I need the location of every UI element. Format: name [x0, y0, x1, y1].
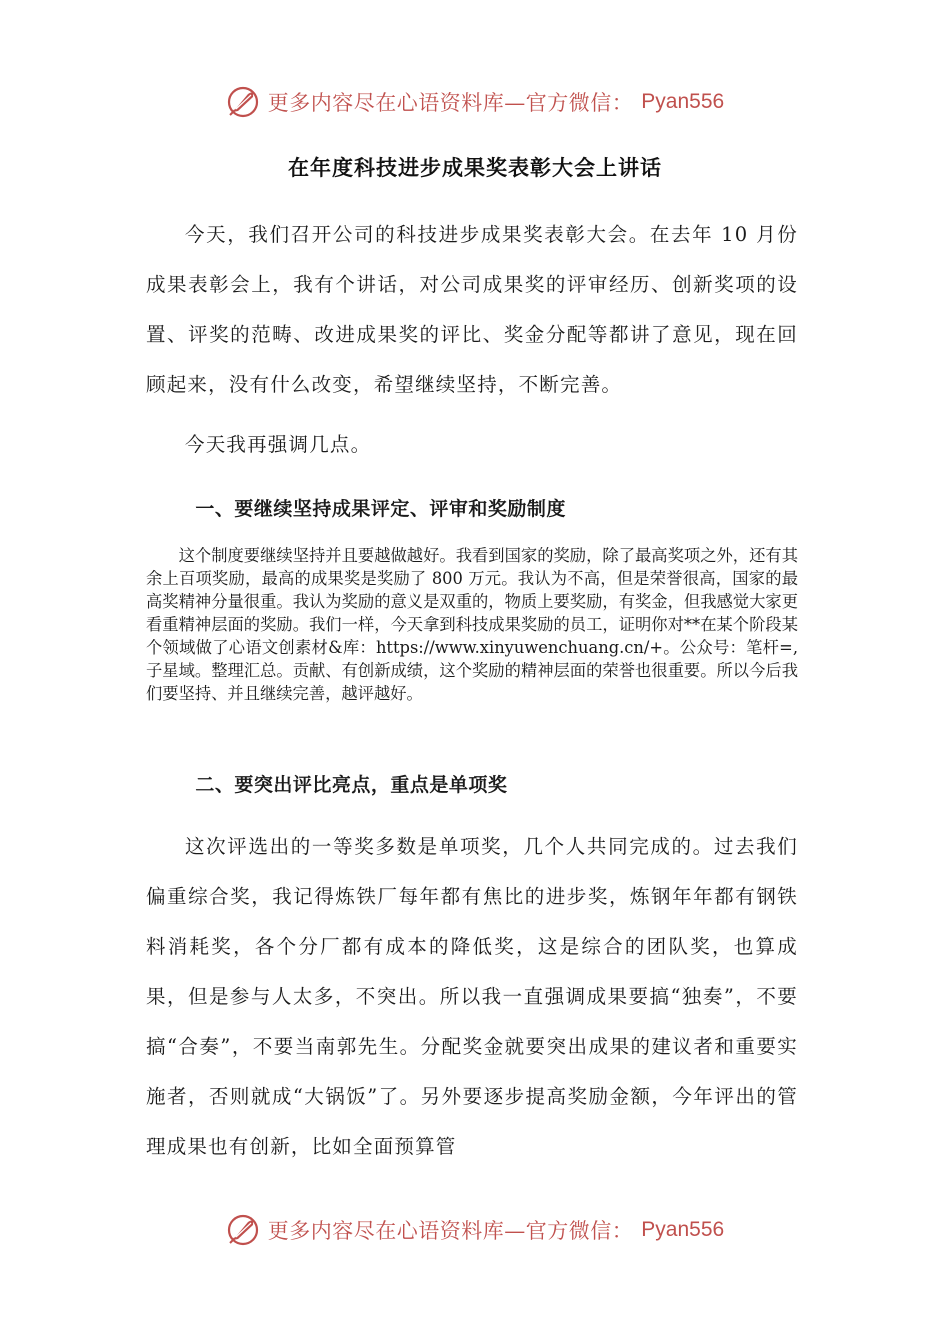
paragraph-emphasis-block — [146, 420, 798, 470]
banner-text: 更多内容尽在心语资料库—官方微信： — [267, 91, 634, 115]
section-heading-2: 二、要突出评比亮点，重点是单项奖 — [195, 774, 508, 796]
paragraph-4-block — [146, 822, 798, 1172]
quill-logo-icon — [226, 85, 260, 119]
footer-banner-text: 更多内容尽在心语资料库—官方微信： — [267, 1219, 634, 1243]
footer-banner — [0, 1210, 950, 1250]
quill-logo-icon — [226, 1213, 260, 1247]
paragraph-2: 今天我再强调几点。 — [185, 433, 372, 456]
banner-wechat-id: Pyan556 — [641, 90, 725, 113]
paragraph-4: 这次评选出的一等奖多数是单项奖，几个人共同完成的。过去我们偏重综合奖，我记得炼铁厂每年都有焦比的进步奖，炼钢年年都有钢铁料消耗奖，各个分厂都有成本的降低奖，这是综合的团队奖，也算成果，但是参与人太多，不突出。所以我一直强调成果要搞“独奏”，不要搞“合奏”，不要当南郭先生。分配奖金就要突出成果的建议者和重要实施者，否则就成“大锅饭”了。另外要逐步提高奖励金额，今年评出的管理成果也有创新，比如全面预算管 — [146, 835, 798, 1158]
section-heading-1-block — [146, 494, 798, 521]
paragraph-intro — [146, 210, 798, 410]
paragraph-3: 这个制度要继续坚持并且要越做越好。我看到国家的奖励，除了最高奖项之外，还有其余上百项奖励，最高的成果奖是奖励了 800 万元。我认为不高，但是荣誉很高，国家的最高奖精神分量很重。我认为奖励的意义是双重的，物质上要奖励，有奖金，但我感觉大家更看重精神层面的奖励。我们一样，今天拿到科技成果奖励的员工，证明你对**在某个阶段某个领域做了心语文创素材&库：https://www.xinyuwenchuang.cn/+。公众号：笔杆=,子星域。整理汇总。贡献、有创新成绩，这个奖励的精神层面的荣誉也很重要。所以今后我们要坚持、并且继续完善，越评越好。 — [146, 546, 798, 703]
header-banner — [0, 82, 950, 122]
page-title: 在年度科技进步成果奖表彰大会上讲话 — [288, 156, 662, 180]
paragraph-3-block — [146, 544, 798, 705]
section-heading-2-block — [146, 770, 798, 797]
paragraph-1: 今天，我们召开公司的科技进步成果奖表彰大会。在去年 10 月份成果表彰会上，我有个讲话，对公司成果奖的评审经历、创新奖项的设置、评奖的范畴、改进成果奖的评比、奖金分配等都讲了意见，现在回顾起来，没有什么改变，希望继续坚持，不断完善。 — [146, 223, 798, 396]
section-heading-1: 一、要继续坚持成果评定、评审和奖励制度 — [195, 498, 566, 520]
footer-banner-wechat-id: Pyan556 — [641, 1218, 725, 1241]
